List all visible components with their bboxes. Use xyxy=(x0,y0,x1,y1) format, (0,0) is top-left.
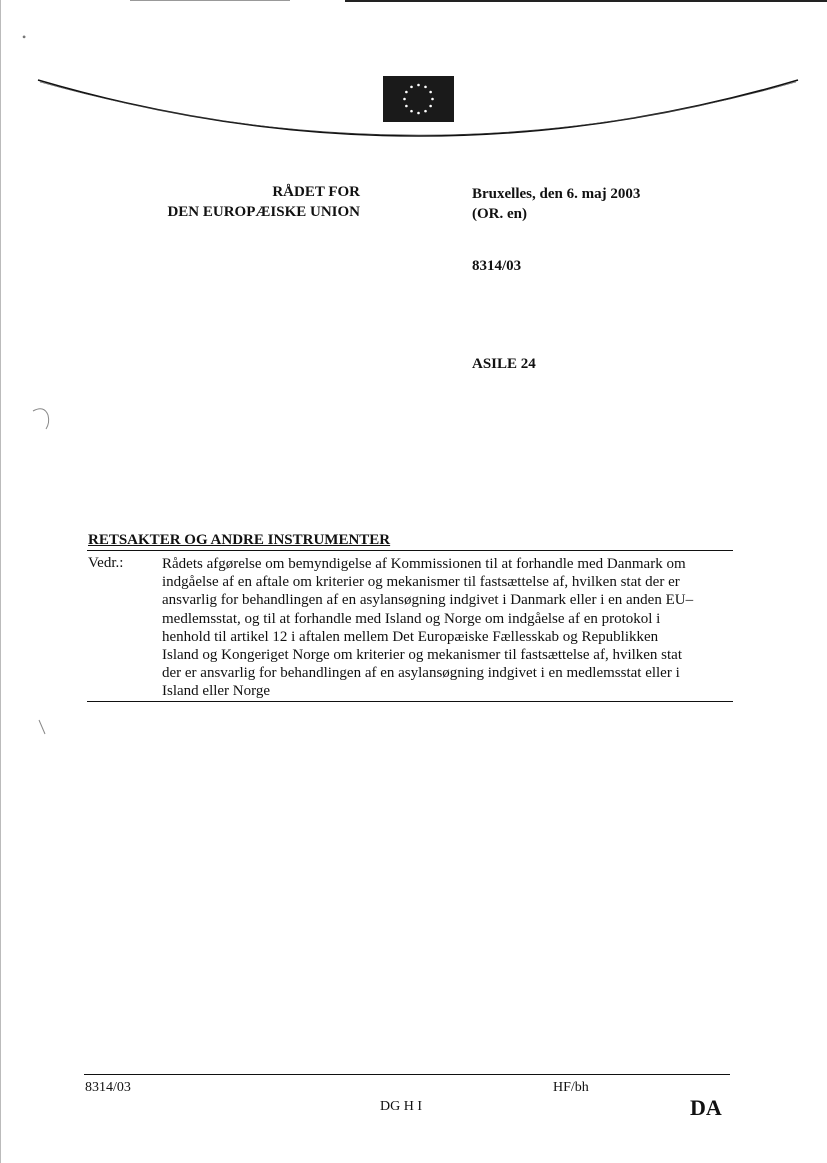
eu-flag-logo xyxy=(383,76,454,122)
footer-language-code: DA xyxy=(690,1095,722,1120)
eu-stars xyxy=(383,76,454,122)
council-name-line2: DEN EUROPÆISKE UNION xyxy=(167,204,360,220)
subject-line: henhold til artikel 12 i aftalen mellem Det Europæiske Fællesskab og Republikken xyxy=(162,628,659,645)
subject-rule-bottom xyxy=(87,701,733,702)
subject-text xyxy=(162,555,738,701)
subject-line: Island og Kongeriget Norge om kriterier og mekanismer til fastsættelse af, hvilken stat xyxy=(162,647,683,664)
subject-line: der er ansvarlig for behandlingen af en asylansøgning indgivet i en medlemsstat eller i xyxy=(162,665,680,682)
flag-star xyxy=(417,84,420,87)
flag-star xyxy=(429,105,432,108)
scan-mark-curve xyxy=(30,405,60,435)
document-number: 8314/03 xyxy=(472,258,522,274)
flag-star xyxy=(431,98,434,101)
scan-top-line xyxy=(345,0,827,2)
footer-directorate: DG H I xyxy=(380,1099,422,1114)
subject-line: medlemsstat, og til at forhandle med Island og Norge om indgåelse af en protokol i xyxy=(162,610,661,627)
flag-star xyxy=(410,86,413,89)
flag-star xyxy=(424,86,427,89)
footer-document-number: 8314/03 xyxy=(85,1080,131,1095)
flag-star xyxy=(403,98,406,101)
flag-star xyxy=(417,112,420,115)
document-date: Bruxelles, den 6. maj 2003 xyxy=(472,186,641,202)
subject-rule-top xyxy=(87,550,733,551)
section-title: RETSAKTER OG ANDRE INSTRUMENTER xyxy=(88,532,391,548)
council-name-line1: RÅDET FOR xyxy=(272,184,360,200)
flag-star xyxy=(429,91,432,94)
subject-line: ansvarlig for behandlingen af en asylansøgning indgivet i Danmark eller i en anden EU– xyxy=(162,592,694,609)
original-language: (OR. en) xyxy=(472,206,527,222)
flag-star xyxy=(424,110,427,113)
flag-star xyxy=(405,91,408,94)
scan-left-edge xyxy=(0,0,1,1163)
date-block xyxy=(472,184,640,224)
subject-label: Vedr.: xyxy=(88,555,124,571)
footer-rule xyxy=(84,1074,730,1075)
subject-line: Rådets afgørelse om bemyndigelse af Kommissionen til at forhandle med Danmark om xyxy=(162,556,686,572)
subject-line: Island eller Norge xyxy=(162,683,271,700)
classification-code: ASILE 24 xyxy=(472,356,536,372)
subject-line: indgåelse af en aftale om kriterier og mekanismer til fastsættelse af, hvilken stat der er xyxy=(162,574,680,591)
scan-edge-line xyxy=(130,0,290,1)
flag-star xyxy=(405,105,408,108)
council-name xyxy=(100,182,360,222)
scan-mark-tick xyxy=(36,718,50,738)
flag-star xyxy=(410,110,413,113)
scan-mark: • xyxy=(22,30,27,44)
footer-initials: HF/bh xyxy=(553,1080,589,1095)
